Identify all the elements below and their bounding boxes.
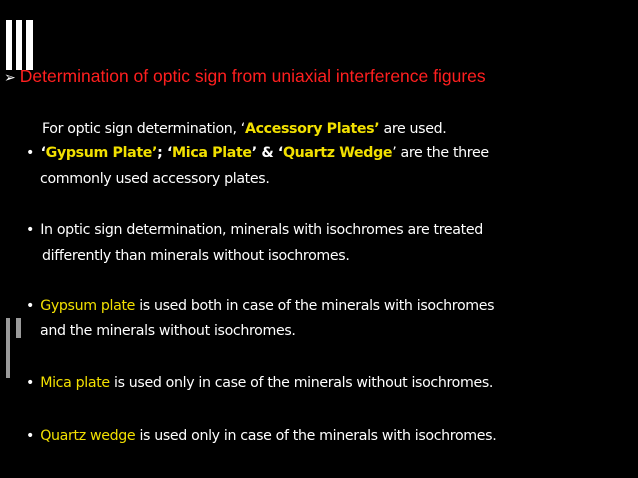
mica-plate-term: Mica plate bbox=[36, 375, 110, 391]
text: is used only in case of the minerals without isochromes. bbox=[109, 375, 494, 391]
bullet: • bbox=[26, 428, 35, 444]
decor-bar bbox=[6, 20, 12, 70]
gypsum-plate-term: Gypsum Plate’ bbox=[45, 145, 158, 161]
text: For optic sign determination, ‘ bbox=[42, 121, 245, 137]
p1-line-3: commonly used accessory plates. bbox=[40, 171, 270, 187]
text: are used. bbox=[379, 121, 447, 137]
mica-plate-term: Mica Plate bbox=[172, 145, 252, 161]
p3-line-2: and the minerals without isochromes. bbox=[40, 323, 296, 339]
p2-line-2: differently than minerals without isochromes. bbox=[42, 248, 350, 264]
text: In optic sign determination, minerals with isochromes are treated bbox=[36, 222, 483, 238]
text: ‘ bbox=[36, 145, 46, 161]
decor-bar bbox=[16, 20, 22, 70]
decor-bar bbox=[26, 20, 33, 70]
quartz-wedge-term: Quartz wedge bbox=[36, 428, 136, 444]
bullet: • bbox=[26, 375, 35, 391]
gypsum-plate-term: Gypsum plate bbox=[36, 298, 136, 314]
slide-heading bbox=[4, 66, 634, 87]
heading-text: Determination of optic sign from uniaxial interference figures bbox=[19, 66, 486, 86]
text: ; ‘ bbox=[157, 145, 173, 161]
text: is used only in case of the minerals with isochromes. bbox=[135, 428, 497, 444]
bullet: • bbox=[26, 298, 35, 314]
p5-line bbox=[0, 427, 638, 445]
p1-line-1 bbox=[0, 120, 638, 138]
bullet: • bbox=[26, 222, 35, 238]
p1-line-2 bbox=[0, 144, 638, 162]
p3-line-1 bbox=[0, 297, 638, 315]
p2-line-1 bbox=[0, 221, 638, 239]
text: ’ & ‘ bbox=[251, 145, 283, 161]
quartz-wedge-term: Quartz Wedge bbox=[282, 145, 393, 161]
p4-line bbox=[0, 374, 638, 392]
text: ’ are the three bbox=[392, 145, 489, 161]
accessory-plates-term: Accessory Plates’ bbox=[244, 121, 380, 137]
arrow-bullet-icon: ➢ bbox=[4, 69, 16, 85]
text: is used both in case of the minerals with isochromes bbox=[135, 298, 495, 314]
bullet: • bbox=[26, 145, 35, 161]
